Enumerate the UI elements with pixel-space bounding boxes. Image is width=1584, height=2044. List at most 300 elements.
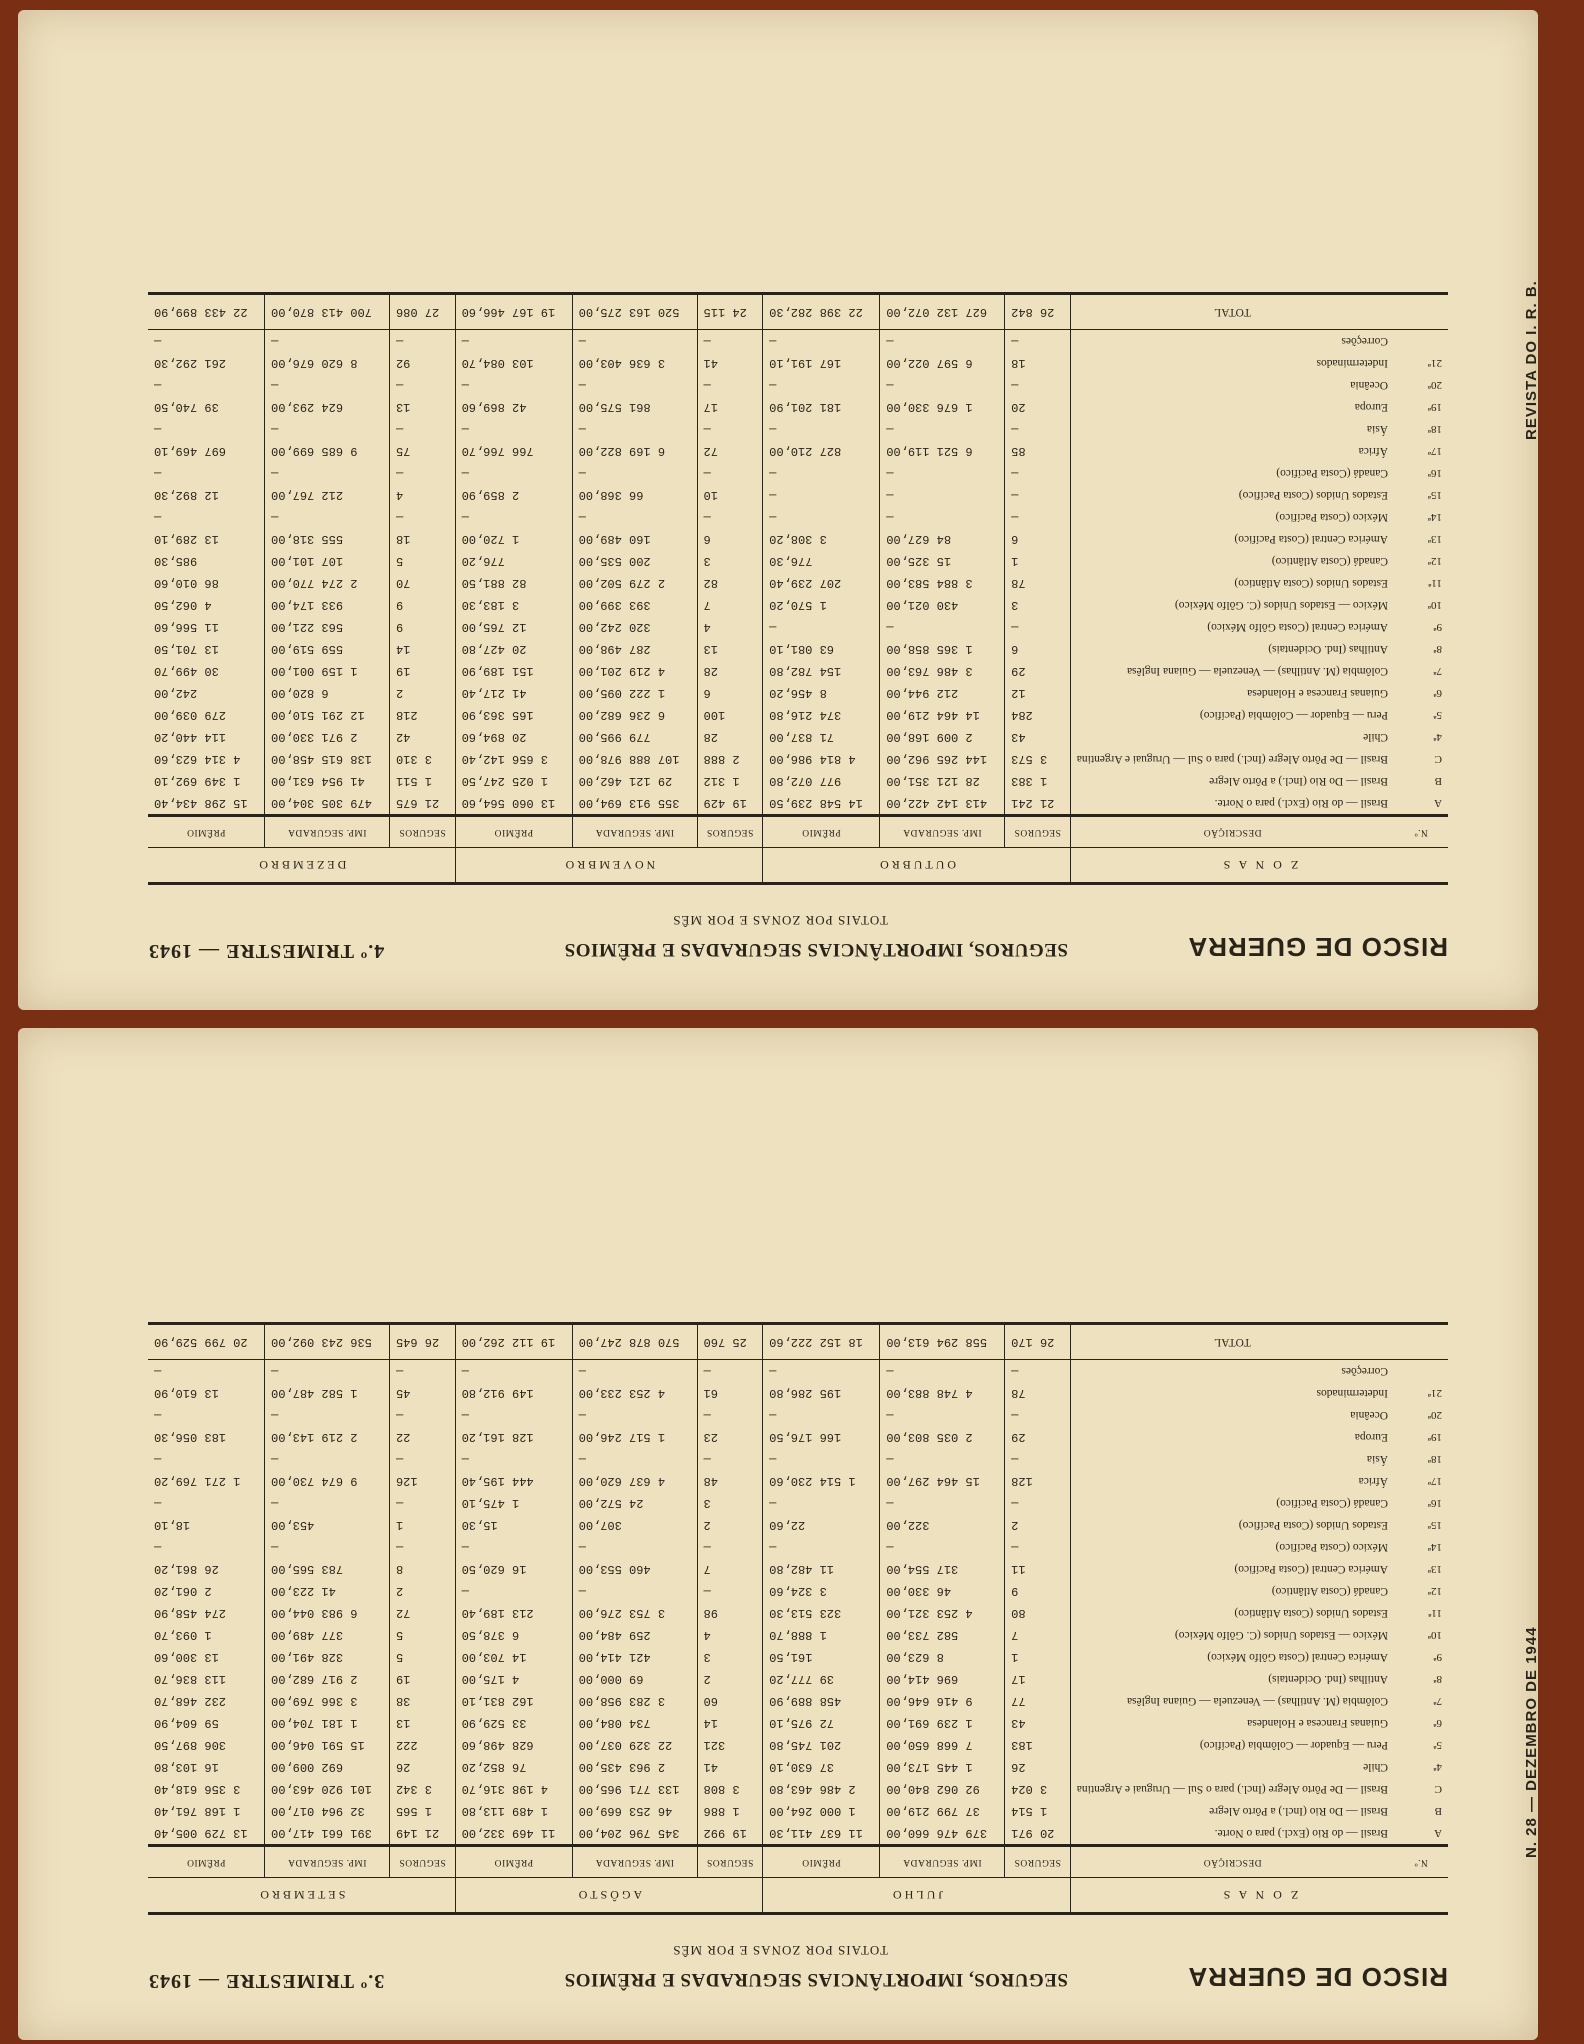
cell-premio: —: [148, 1492, 265, 1514]
cell-seguros: 18: [390, 528, 456, 550]
cell-premio: 3 356 618,40: [148, 1778, 265, 1800]
cell-seguros: —: [1005, 1448, 1071, 1470]
cell-premio: 12 892,30: [148, 484, 265, 506]
cell-seguros: 19: [390, 660, 456, 682]
cell-seguros: 3 808: [697, 1778, 763, 1800]
total-label: TOTAL: [1070, 1324, 1394, 1360]
cell-premio: 195 286,80: [763, 1382, 880, 1404]
zone-description: Indeterminados: [1316, 357, 1388, 369]
cell-imp-segurada: 8 620 676,00: [265, 352, 390, 374]
cell-imp-segurada: —: [572, 506, 697, 528]
zone-description: Brasil — Do Rio (Incl.) a Pôrto Alegre: [1209, 1805, 1388, 1817]
total-cell: 25 760: [697, 1324, 763, 1360]
table-row: [148, 374, 1448, 396]
cell-imp-segurada: 6 597 022,00: [880, 352, 1005, 374]
zone-description: Antilhas (Ind. Ocidentais): [1268, 1673, 1388, 1685]
cell-seguros: 10: [697, 484, 763, 506]
cell-premio: 1 489 113,80: [455, 1800, 572, 1822]
table-row: [148, 1734, 1448, 1756]
cell-imp-segurada: 1 676 330,00: [880, 396, 1005, 418]
cell-seguros: —: [1005, 484, 1071, 506]
cell-imp-segurada: 7 668 650,00: [880, 1734, 1005, 1756]
month-header: SETEMBRO: [148, 1878, 455, 1914]
cell-premio: 103 084,70: [455, 352, 572, 374]
zone-description: América Central (Costa Gôlfo México): [1207, 621, 1388, 633]
cell-seguros: 3: [697, 550, 763, 572]
cell-premio: 59 604,90: [148, 1712, 265, 1734]
cell-seguros: 19 429: [697, 792, 763, 816]
zone-description: Indeterminados: [1316, 1387, 1388, 1399]
cell-imp-segurada: 421 414,00: [572, 1646, 697, 1668]
zone-number: 19ª: [1427, 401, 1442, 413]
cell-premio: 16 620,50: [455, 1558, 572, 1580]
cell-premio: —: [148, 1404, 265, 1426]
cell-seguros: 2: [390, 682, 456, 704]
q3-subtitle: TOTAIS POR ZONAS E POR MÊS: [672, 1943, 888, 1958]
cell-premio: 279 039,00: [148, 704, 265, 726]
cell-imp-segurada: 3 366 769,00: [265, 1690, 390, 1712]
cell-seguros: 22: [390, 1426, 456, 1448]
cell-seguros: —: [1005, 506, 1071, 528]
zone-number: 18ª: [1427, 423, 1442, 435]
cell-seguros: —: [390, 462, 456, 484]
cell-seguros: 5: [390, 1624, 456, 1646]
cell-premio: —: [455, 1404, 572, 1426]
table-row: [148, 1822, 1448, 1846]
zone-description: América Central (Costa Gôlfo México): [1207, 1651, 1388, 1663]
cell-imp-segurada: 8 623,00: [880, 1646, 1005, 1668]
total-cell: 22 433 899,90: [148, 294, 265, 330]
table-row: [148, 1690, 1448, 1712]
zone-number: 5ª: [1433, 709, 1442, 721]
zone-description: México (Costa Pacífico): [1275, 511, 1388, 523]
cell-premio: 274 458,90: [148, 1602, 265, 1624]
cell-imp-segurada: —: [572, 1360, 697, 1383]
cell-premio: 977 072,80: [763, 770, 880, 792]
cell-imp-segurada: 1 239 691,00: [880, 1712, 1005, 1734]
col-header-imp: IMP. SEGURADA: [265, 1846, 390, 1878]
cell-seguros: 43: [1005, 1712, 1071, 1734]
table-row: [148, 352, 1448, 374]
cell-seguros: 3 024: [1005, 1778, 1071, 1800]
total-cell: 18 152 222,60: [763, 1324, 880, 1360]
cell-seguros: 92: [390, 352, 456, 374]
cell-imp-segurada: 107 888 978,00: [572, 748, 697, 770]
cell-imp-segurada: 37 799 219,00: [880, 1800, 1005, 1822]
zone-number: 20ª: [1427, 379, 1442, 391]
cell-imp-segurada: 2 963 435,00: [572, 1756, 697, 1778]
cell-seguros: 48: [697, 1470, 763, 1492]
cell-imp-segurada: 413 142 422,00: [880, 792, 1005, 816]
table-row: [148, 638, 1448, 660]
cell-premio: 1 000 264,00: [763, 1800, 880, 1822]
cell-imp-segurada: 66 368,00: [572, 484, 697, 506]
cell-premio: —: [455, 1360, 572, 1383]
cell-imp-segurada: 15 464 297,00: [880, 1470, 1005, 1492]
col-header-seguros: SEGUROS: [1005, 816, 1071, 848]
cell-imp-segurada: 46 330,00: [880, 1580, 1005, 1602]
cell-premio: 11 469 332,00: [455, 1822, 572, 1846]
cell-imp-segurada: 144 265 962,00: [880, 748, 1005, 770]
cell-premio: 4 175,00: [455, 1668, 572, 1690]
cell-seguros: 7: [1005, 1624, 1071, 1646]
cell-seguros: 4: [390, 484, 456, 506]
cell-imp-segurada: 379 476 660,00: [880, 1822, 1005, 1846]
cell-imp-segurada: 692 009,00: [265, 1756, 390, 1778]
table-row: [148, 484, 1448, 506]
cell-premio: —: [763, 1404, 880, 1426]
cell-imp-segurada: —: [572, 418, 697, 440]
table-row: [148, 682, 1448, 704]
cell-premio: 151 189,90: [455, 660, 572, 682]
cell-imp-segurada: 1 445 173,00: [880, 1756, 1005, 1778]
table-row: [148, 330, 1448, 353]
cell-premio: 201 745,80: [763, 1734, 880, 1756]
month-header: JULHO: [763, 1878, 1071, 1914]
table-row: [148, 1800, 1448, 1822]
cell-imp-segurada: 4 637 620,00: [572, 1470, 697, 1492]
cell-seguros: —: [1005, 1360, 1071, 1383]
q4-header: [148, 885, 1448, 980]
cell-premio: —: [148, 1536, 265, 1558]
cell-premio: 11 482,80: [763, 1558, 880, 1580]
col-header-imp: IMP. SEGURADA: [880, 1846, 1005, 1878]
cell-seguros: 20: [1005, 396, 1071, 418]
q4-section: [148, 292, 1448, 980]
page-q3: [18, 1028, 1538, 2040]
cell-premio: —: [763, 1360, 880, 1383]
cell-imp-segurada: 6 169 822,00: [572, 440, 697, 462]
cell-premio: 1 888,70: [763, 1624, 880, 1646]
cell-imp-segurada: 355 913 694,00: [572, 792, 697, 816]
cell-seguros: —: [390, 330, 456, 353]
cell-premio: 22,60: [763, 1514, 880, 1536]
cell-seguros: —: [1005, 1492, 1071, 1514]
cell-seguros: 1 514: [1005, 1800, 1071, 1822]
cell-premio: —: [455, 374, 572, 396]
zone-number: A: [1434, 797, 1442, 809]
table-row: [148, 1470, 1448, 1492]
zone-description: África: [1358, 1475, 1388, 1487]
total-row: [148, 294, 1448, 330]
cell-premio: 181 201,90: [763, 396, 880, 418]
cell-imp-segurada: 15 325,00: [880, 550, 1005, 572]
zone-number: 6ª: [1433, 1717, 1442, 1729]
month-header: DEZEMBRO: [148, 848, 455, 884]
cell-seguros: 11: [1005, 1558, 1071, 1580]
cell-seguros: 7: [697, 594, 763, 616]
cell-imp-segurada: 24 572,00: [572, 1492, 697, 1514]
cell-imp-segurada: —: [880, 506, 1005, 528]
zone-description: Europa: [1354, 401, 1388, 413]
cell-premio: —: [763, 506, 880, 528]
cell-imp-segurada: 783 565,00: [265, 1558, 390, 1580]
col-header-imp: IMP. SEGURADA: [572, 816, 697, 848]
cell-premio: 11 566,60: [148, 616, 265, 638]
cell-imp-segurada: 696 414,00: [880, 1668, 1005, 1690]
cell-premio: 11 637 411,30: [763, 1822, 880, 1846]
cell-premio: 183 056,30: [148, 1426, 265, 1448]
cell-seguros: —: [1005, 1404, 1071, 1426]
cell-seguros: 72: [697, 440, 763, 462]
zone-number: 9ª: [1433, 621, 1442, 633]
cell-seguros: 100: [697, 704, 763, 726]
cell-imp-segurada: —: [265, 374, 390, 396]
cell-seguros: —: [697, 418, 763, 440]
cell-seguros: 14: [390, 638, 456, 660]
zone-description: Canadá (Costa Pacífico): [1276, 467, 1388, 479]
cell-premio: 14 548 239,50: [763, 792, 880, 816]
cell-imp-segurada: 1 517 246,00: [572, 1426, 697, 1448]
cell-imp-segurada: 212 944,00: [880, 682, 1005, 704]
cell-imp-segurada: 624 293,00: [265, 396, 390, 418]
zone-description: México — Estados Unidos (C. Gôlfo México): [1174, 599, 1388, 611]
cell-premio: 306 897,50: [148, 1734, 265, 1756]
cell-imp-segurada: —: [880, 1492, 1005, 1514]
cell-premio: 113 836,70: [148, 1668, 265, 1690]
cell-premio: 154 782,80: [763, 660, 880, 682]
cell-seguros: 12: [1005, 682, 1071, 704]
table-row: [148, 462, 1448, 484]
cell-seguros: 1 886: [697, 1800, 763, 1822]
cell-premio: 827 210,00: [763, 440, 880, 462]
cell-premio: 776,20: [455, 550, 572, 572]
cell-imp-segurada: 41 223,00: [265, 1580, 390, 1602]
cell-imp-segurada: —: [880, 484, 1005, 506]
q4-subtitle: TOTAIS POR ZONAS E POR MÊS: [672, 913, 888, 928]
table-row: [148, 1492, 1448, 1514]
zone-description: Oceânia: [1350, 1409, 1388, 1421]
cell-imp-segurada: 3 283 958,00: [572, 1690, 697, 1712]
cell-imp-segurada: 2 917 682,00: [265, 1668, 390, 1690]
month-header: NOVEMBRO: [455, 848, 763, 884]
zone-number: 10ª: [1427, 599, 1442, 611]
cell-seguros: 19 992: [697, 1822, 763, 1846]
cell-seguros: 1 565: [390, 1800, 456, 1822]
cell-imp-segurada: 391 661 417,00: [265, 1822, 390, 1846]
col-header-imp: IMP. SEGURADA: [265, 816, 390, 848]
table-row: [148, 1624, 1448, 1646]
cell-imp-segurada: —: [265, 418, 390, 440]
cell-imp-segurada: 6 236 682,00: [572, 704, 697, 726]
cell-seguros: —: [697, 1360, 763, 1383]
zone-description: Peru — Equador — Colômbia (Pacífico): [1199, 709, 1388, 721]
total-cell: 27 086: [390, 294, 456, 330]
cell-seguros: 3: [1005, 594, 1071, 616]
cell-premio: 165 363,90: [455, 704, 572, 726]
cell-premio: 4 314 623,60: [148, 748, 265, 770]
total-cell: 570 878 247,00: [572, 1324, 697, 1360]
cell-premio: 2 061,20: [148, 1580, 265, 1602]
page-q4: [18, 10, 1538, 1010]
cell-premio: —: [455, 506, 572, 528]
cell-imp-segurada: 563 221,00: [265, 616, 390, 638]
zone-description: Estados Unidos (Costa Pacífico): [1238, 489, 1388, 501]
cell-premio: 207 239,40: [763, 572, 880, 594]
cell-imp-segurada: 15 591 046,00: [265, 1734, 390, 1756]
total-cell: 26 645: [390, 1324, 456, 1360]
cell-imp-segurada: —: [572, 1536, 697, 1558]
cell-seguros: —: [390, 1536, 456, 1558]
cell-seguros: 98: [697, 1602, 763, 1624]
cell-seguros: 14: [697, 1712, 763, 1734]
total-cell: 22 398 282,30: [763, 294, 880, 330]
q4-table-body: [148, 294, 1448, 816]
cell-imp-segurada: 460 553,00: [572, 1558, 697, 1580]
cell-seguros: —: [390, 418, 456, 440]
cell-seguros: 61: [697, 1382, 763, 1404]
cell-premio: 13 300,60: [148, 1646, 265, 1668]
cell-imp-segurada: 453,00: [265, 1514, 390, 1536]
cell-seguros: 8: [390, 1558, 456, 1580]
cell-premio: 63 081,10: [763, 638, 880, 660]
q4-table: [148, 292, 1448, 885]
zone-number: 21ª: [1427, 357, 1442, 369]
cell-imp-segurada: 259 484,00: [572, 1624, 697, 1646]
cell-premio: 6 378,50: [455, 1624, 572, 1646]
cell-premio: 1 271 769,20: [148, 1470, 265, 1492]
cell-imp-segurada: —: [572, 374, 697, 396]
cell-seguros: 321: [697, 1734, 763, 1756]
zone-number: 15ª: [1427, 1519, 1442, 1531]
col-header-premio: PRÊMIO: [455, 816, 572, 848]
cell-seguros: 21 241: [1005, 792, 1071, 816]
cell-imp-segurada: —: [572, 330, 697, 353]
q4-trimestre: 4.º TRIMESTRE — 1943: [148, 940, 385, 962]
cell-imp-segurada: 582 733,00: [880, 1624, 1005, 1646]
cell-premio: —: [455, 330, 572, 353]
cell-seguros: 78: [1005, 572, 1071, 594]
table-row: [148, 1602, 1448, 1624]
zone-number: 9ª: [1433, 1651, 1442, 1663]
cell-imp-segurada: 1 582 487,00: [265, 1382, 390, 1404]
cell-seguros: 9: [1005, 1580, 1071, 1602]
zone-description: Canadá (Costa Atlântico): [1271, 555, 1388, 567]
cell-imp-segurada: 2 279 502,00: [572, 572, 697, 594]
cell-seguros: 2: [697, 1514, 763, 1536]
col-header-premio: PRÊMIO: [148, 1846, 265, 1878]
cell-imp-segurada: 320 242,00: [572, 616, 697, 638]
table-row: [148, 1360, 1448, 1383]
table-row: [148, 1382, 1448, 1404]
cell-premio: 167 191,10: [763, 352, 880, 374]
zone-number: 17ª: [1427, 445, 1442, 457]
zone-description: Estados Unidos (Costa Pacífico): [1238, 1519, 1388, 1531]
zone-number: 12ª: [1427, 1585, 1442, 1597]
col-header-no: N.º: [1394, 1846, 1448, 1878]
table-row: [148, 1580, 1448, 1602]
zone-number: 8ª: [1433, 1673, 1442, 1685]
zone-number: 10ª: [1427, 1629, 1442, 1641]
cell-seguros: 21 149: [390, 1822, 456, 1846]
cell-premio: —: [763, 374, 880, 396]
cell-imp-segurada: 12 291 510,00: [265, 704, 390, 726]
q3-trimestre: 3.º TRIMESTRE — 1943: [148, 1970, 385, 1992]
cell-premio: 30 499,70: [148, 660, 265, 682]
cell-seguros: —: [1005, 330, 1071, 353]
cell-premio: 161,50: [763, 1646, 880, 1668]
month-header: OUTUBRO: [763, 848, 1071, 884]
cell-imp-segurada: —: [880, 374, 1005, 396]
zone-description: América Central (Costa Pacífico): [1234, 1563, 1388, 1575]
col-header-desc: DESCRIÇÃO: [1070, 1846, 1394, 1878]
zone-description: México — Estados Unidos (C. Gôlfo México): [1174, 1629, 1388, 1641]
cell-premio: 1 570,20: [763, 594, 880, 616]
table-row: [148, 1514, 1448, 1536]
cell-seguros: 4: [697, 616, 763, 638]
zone-number: 12ª: [1427, 555, 1442, 567]
cell-premio: 14 703,00: [455, 1646, 572, 1668]
total-cell: 558 294 613,00: [880, 1324, 1005, 1360]
cell-seguros: 1: [1005, 1646, 1071, 1668]
cell-imp-segurada: 861 575,00: [572, 396, 697, 418]
cell-imp-segurada: 6 983 044,00: [265, 1602, 390, 1624]
zone-number: C: [1434, 753, 1442, 765]
zone-description: Peru — Equador — Colômbia (Pacífico): [1199, 1739, 1388, 1751]
cell-imp-segurada: 4 219 201,00: [572, 660, 697, 682]
total-cell: 19 167 466,60: [455, 294, 572, 330]
cell-seguros: 70: [390, 572, 456, 594]
cell-seguros: 13: [697, 638, 763, 660]
cell-premio: 114 440,20: [148, 726, 265, 748]
cell-imp-segurada: 29 121 462,00: [572, 770, 697, 792]
zone-description: Correções: [1341, 335, 1388, 347]
zone-number: 14ª: [1427, 1541, 1442, 1553]
total-spacer: [1394, 294, 1448, 330]
total-cell: 24 115: [697, 294, 763, 330]
zone-description: Canadá (Costa Pacífico): [1276, 1497, 1388, 1509]
cell-premio: 2 859,90: [455, 484, 572, 506]
cell-imp-segurada: 14 464 219,00: [880, 704, 1005, 726]
cell-imp-segurada: 2 219 143,00: [265, 1426, 390, 1448]
total-label: TOTAL: [1070, 294, 1394, 330]
cell-premio: 458 889,90: [763, 1690, 880, 1712]
cell-imp-segurada: 1 181 704,00: [265, 1712, 390, 1734]
cell-imp-segurada: 287 498,00: [572, 638, 697, 660]
total-cell: 627 132 072,00: [880, 294, 1005, 330]
cell-premio: —: [763, 462, 880, 484]
cell-premio: —: [455, 1536, 572, 1558]
cell-imp-segurada: 1 222 095,00: [572, 682, 697, 704]
cell-imp-segurada: 322,00: [880, 1514, 1005, 1536]
table-row: [148, 1404, 1448, 1426]
zone-number: 21ª: [1427, 1387, 1442, 1399]
cell-imp-segurada: 138 615 458,00: [265, 748, 390, 770]
cell-imp-segurada: 107 101,00: [265, 550, 390, 572]
cell-seguros: 5: [390, 1646, 456, 1668]
q3-header: [148, 1915, 1448, 2010]
cell-premio: 374 216,80: [763, 704, 880, 726]
cell-premio: 242,00: [148, 682, 265, 704]
zone-number: A: [1434, 1827, 1442, 1839]
cell-premio: 16 103,80: [148, 1756, 265, 1778]
cell-imp-segurada: 3 636 403,00: [572, 352, 697, 374]
zone-number: 4ª: [1433, 731, 1442, 743]
cell-premio: 628 498,60: [455, 1734, 572, 1756]
cell-premio: —: [763, 1448, 880, 1470]
zone-description: México (Costa Pacífico): [1275, 1541, 1388, 1553]
col-header-premio: PRÊMIO: [763, 1846, 880, 1878]
cell-seguros: 43: [1005, 726, 1071, 748]
table-row: [148, 1646, 1448, 1668]
zone-number: 4ª: [1433, 1761, 1442, 1773]
zone-number: 5ª: [1433, 1739, 1442, 1751]
cell-imp-segurada: 28 121 351,00: [880, 770, 1005, 792]
zone-number: 11ª: [1428, 1607, 1442, 1619]
col-header-premio: PRÊMIO: [455, 1846, 572, 1878]
cell-imp-segurada: 393 399,00: [572, 594, 697, 616]
cell-premio: 1 514 230,60: [763, 1470, 880, 1492]
